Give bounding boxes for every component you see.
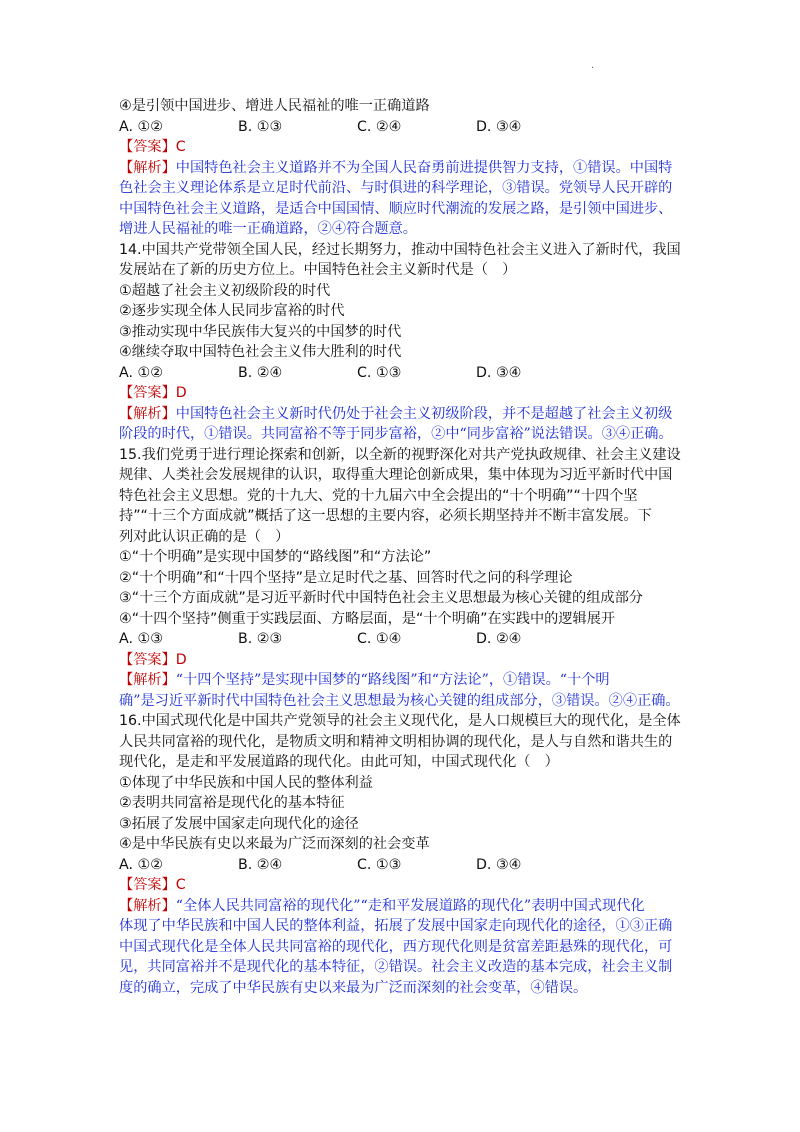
explanation-text: 中国特色社会主义新时代仍处于社会主义初级阶段，并不是超越了社会主义初级 — [175, 405, 673, 422]
question-content — [119, 96, 685, 998]
q13-explanation-line: 增进人民福祉的唯一正确道路，②④符合题意。 — [119, 221, 417, 237]
q13-answer — [119, 137, 685, 158]
q13-item-4: ④是引领中国进步、增进人民福祉的唯一正确道路 — [119, 98, 430, 114]
q16-answer — [119, 875, 685, 896]
q14-item-2: ②逐步实现全体人民同步富裕的时代 — [119, 303, 345, 319]
q16-explanation-line: 见，共同富裕并不是现代化的基本特征，②错误。社会主义改造的基本完成，社会主义制 — [119, 959, 673, 975]
explanation-tag: 【解析】 — [119, 897, 176, 914]
q15-options — [119, 629, 685, 650]
option-d: D. ③④ — [476, 118, 522, 135]
q15-item-3: ③“十三个方面成就”是习近平新时代中国特色社会主义思想最为核心关键的组成部分 — [119, 590, 643, 606]
q13-explanation-line: 色社会主义理论体系是立足时代前沿、与时俱进的科学理论，③错误。党领导人民开辟的 — [119, 180, 673, 196]
explanation-tag: 【解析】 — [119, 672, 176, 688]
option-b: B. ②④ — [238, 364, 283, 381]
q14-explanation-line: 阶段的时代，①错误。共同富裕不等于同步富裕，②中“同步富裕”说法错误。③④正确。 — [119, 426, 673, 442]
option-d: D. ③④ — [476, 856, 522, 873]
q15-item-1: ①“十个明确”是实现中国梦的“路线图”和“方法论” — [119, 549, 432, 565]
q15-explanation-line — [119, 670, 685, 691]
explanation-text: “全体人民共同富裕的现代化”“走和平发展道路的现代化”表明中国式现代化 — [175, 897, 645, 914]
answer-value: D — [175, 651, 187, 668]
q14-options — [119, 363, 685, 384]
q16-explanation-line: 度的确立，完成了中华民族有史以来最为广泛而深刻的社会变革，④错误。 — [119, 979, 588, 996]
option-c: C. ②④ — [357, 118, 402, 135]
q13-explanation-line: 中国特色社会主义道路，是适合中国国情、顺应时代潮流的发展之路，是引领中国进步、 — [119, 200, 673, 217]
q15-item-2: ②“十个明确”和“十四个坚持”是立足时代之基、回答时代之问的科学理论 — [119, 569, 573, 586]
q16-stem-line: 人民共同富裕的现代化，是物质文明和精神文明相协调的现代化，是人与自然和谐共生的 — [119, 733, 673, 750]
q16-item-4: ④是中华民族有史以来最为广泛而深刻的社会变革 — [119, 836, 430, 852]
q16-explanation-line — [119, 896, 685, 917]
option-a: A. ①② — [119, 856, 163, 873]
option-b: B. ②③ — [238, 631, 283, 647]
q15-stem-line: 15.我们党勇于进行理论探索和创新，以全新的视野深化对共产党执政规律、社会主义建设 — [119, 446, 681, 463]
q14-stem-line: 发展站在了新的历史方位上。中国特色社会主义新时代是（ ） — [119, 262, 517, 278]
q14-stem-line: 14.中国共产党带领全国人民，经过长期努力，推动中国特色社会主义进入了新时代，我国 — [119, 241, 681, 258]
q14-item-4: ④继续夺取中国特色社会主义伟大胜利的时代 — [119, 344, 402, 360]
q14-explanation-line — [119, 404, 685, 425]
q16-item-3: ③拓展了发展中国家走向现代化的途径 — [119, 815, 359, 832]
q14-item-3: ③推动实现中华民族伟大复兴的中国梦的时代 — [119, 323, 402, 340]
q13-explanation-line — [119, 158, 685, 179]
option-c: C. ①③ — [357, 364, 402, 381]
answer-value: C — [175, 877, 186, 893]
answer-tag: 【答案】 — [119, 385, 176, 401]
option-c: C. ①③ — [357, 856, 402, 873]
q15-stem-line: 规律、人类社会发展规律的认识，取得重大理论创新成果，集中体现为习近平新时代中国 — [119, 467, 673, 483]
answer-value: D — [175, 385, 187, 401]
option-b: B. ①③ — [238, 118, 283, 135]
answer-tag: 【答案】 — [119, 651, 176, 668]
q15-stem-line: 列对此认识正确的是（ ） — [119, 528, 290, 545]
q14-answer — [119, 383, 685, 404]
explanation-text: 中国特色社会主义道路并不为全国人民奋勇前进提供智力支持，①错误。中国特 — [175, 159, 673, 176]
q16-options — [119, 855, 685, 876]
q15-explanation-line: 确”是习近平新时代中国特色社会主义思想最为核心关键的组成部分，③错误。②④正确。 — [119, 692, 680, 709]
option-c: C. ①④ — [357, 631, 402, 647]
q16-explanation-line: 中国式现代化是全体人民共同富裕的现代化，西方现代化则是贫富差距悬殊的现代化，可 — [119, 938, 673, 955]
answer-tag: 【答案】 — [119, 877, 176, 893]
q15-stem-line: 特色社会主义思想。党的十九大、党的十九届六中全会提出的“十个明确”“十四个坚 — [119, 487, 638, 504]
explanation-text: “十四个坚持”是实现中国梦的“路线图”和“方法论”，①错误。“十个明 — [175, 672, 610, 688]
option-a: A. ①② — [119, 364, 163, 381]
q14-item-1: ①超越了社会主义初级阶段的时代 — [119, 282, 331, 299]
q15-item-4: ④“十四个坚持”侧重于实践层面、方略层面，是“十个明确”在实践中的逻辑展开 — [119, 610, 616, 627]
option-a: A. ①③ — [119, 631, 163, 647]
explanation-tag: 【解析】 — [119, 159, 176, 176]
answer-tag: 【答案】 — [119, 139, 176, 155]
q13-options — [119, 117, 685, 138]
option-d: D. ③④ — [476, 364, 522, 381]
q15-answer — [119, 650, 685, 671]
q16-explanation-line: 体现了中华民族和中国人民的整体利益，拓展了发展中国家走向现代化的途径，①③正确 — [119, 918, 673, 934]
explanation-tag: 【解析】 — [119, 405, 176, 422]
answer-value: C — [175, 139, 186, 155]
option-d: D. ②④ — [476, 631, 522, 647]
q16-stem-line: 现代化，是走和平发展道路的现代化。由此可知，中国式现代化（ ） — [119, 754, 559, 770]
q16-item-1: ①体现了中华民族和中国人民的整体利益 — [119, 774, 373, 791]
q15-stem-line: 持”“十三个方面成就”概括了这一思想的主要内容，必须长期坚持并不断丰富发展。下 — [119, 508, 652, 524]
q16-stem-line: 16.中国式现代化是中国共产党领导的社会主义现代化，是人口规模巨大的现代化，是全体 — [119, 713, 681, 729]
option-a: A. ①② — [119, 118, 163, 135]
option-b: B. ②④ — [238, 856, 283, 873]
header-mark: . — [591, 60, 595, 71]
q16-item-2: ②表明共同富裕是现代化的基本特征 — [119, 795, 345, 811]
